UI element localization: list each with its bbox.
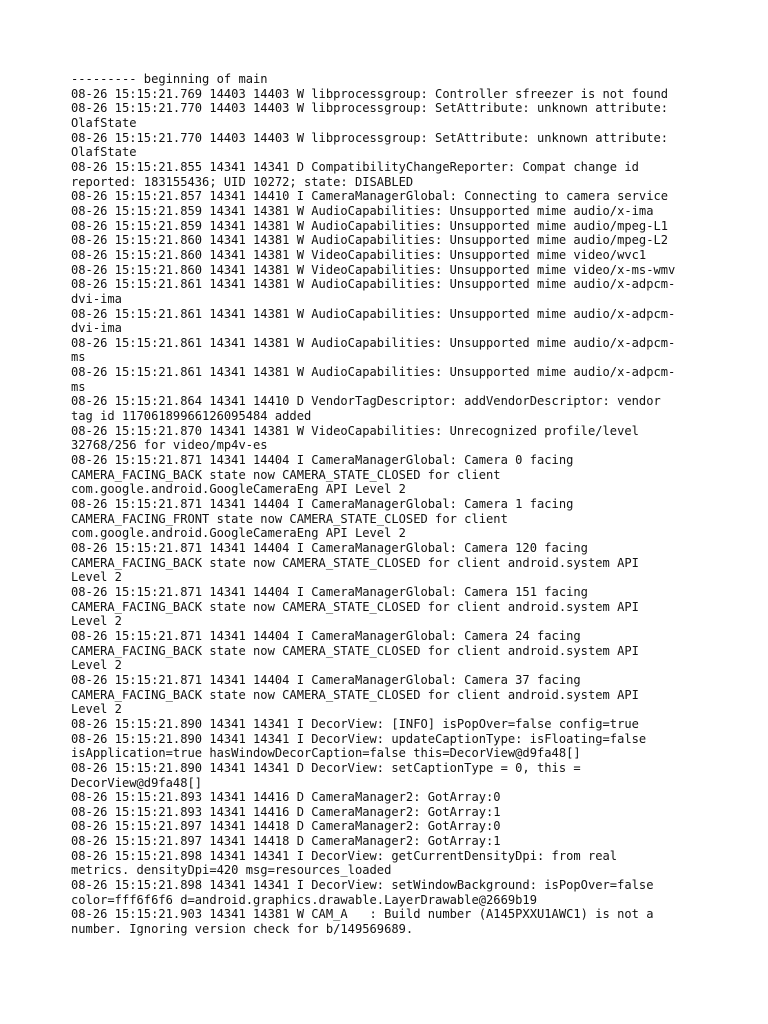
log-line: 08-26 15:15:21.893 14341 14416 D CameraManager2: GotArray:1: [71, 804, 501, 819]
log-line: Level 2: [71, 702, 122, 717]
log-line: 08-26 15:15:21.897 14341 14418 D CameraManager2: GotArray:0: [71, 819, 501, 834]
log-line: 08-26 15:15:21.857 14341 14410 I CameraManagerGlobal: Connecting to camera service: [71, 189, 669, 204]
log-line: 08-26 15:15:21.871 14341 14404 I CameraManagerGlobal: Camera 37 facing: [71, 672, 581, 687]
log-line: com.google.android.GoogleCameraEng API Level 2: [71, 482, 406, 497]
log-line: CAMERA_FACING_BACK state now CAMERA_STATE_CLOSED for client android.system API: [71, 643, 639, 658]
log-line: 08-26 15:15:21.890 14341 14341 D DecorView: setCaptionType = 0, this =: [71, 760, 581, 775]
log-line: 08-26 15:15:21.860 14341 14381 W VideoCapabilities: Unsupported mime video/wvc1: [71, 247, 647, 262]
log-line: OlafState: [71, 115, 137, 130]
log-line: 08-26 15:15:21.864 14341 14410 D VendorTagDescriptor: addVendorDescriptor: vendor: [71, 394, 661, 409]
log-line: 08-26 15:15:21.890 14341 14341 I DecorView: updateCaptionType: isFloating=false: [71, 731, 647, 746]
log-line: 08-26 15:15:21.861 14341 14381 W AudioCapabilities: Unsupported mime audio/x-adpcm-: [71, 277, 676, 292]
log-line: Level 2: [71, 570, 122, 585]
log-line: 08-26 15:15:21.871 14341 14404 I CameraManagerGlobal: Camera 151 facing: [71, 584, 588, 599]
log-line: Level 2: [71, 614, 122, 629]
log-line: reported: 183155436; UID 10272; state: DISABLED: [71, 174, 414, 189]
log-line: 08-26 15:15:21.871 14341 14404 I CameraManagerGlobal: Camera 24 facing: [71, 628, 581, 643]
log-line: OlafState: [71, 145, 137, 160]
log-line: 08-26 15:15:21.855 14341 14341 D CompatibilityChangeReporter: Compat change id: [71, 159, 639, 174]
log-line: 08-26 15:15:21.859 14341 14381 W AudioCapabilities: Unsupported mime audio/mpeg-L1: [71, 218, 669, 233]
log-line: 08-26 15:15:21.898 14341 14341 I DecorView: getCurrentDensityDpi: from real: [71, 848, 618, 863]
log-line: 08-26 15:15:21.903 14341 14381 W CAM_A : Build number (A145PXXU1AWC1) is not a: [71, 907, 654, 922]
log-line: CAMERA_FACING_BACK state now CAMERA_STATE_CLOSED for client android.system API: [71, 687, 639, 702]
log-line: 08-26 15:15:21.860 14341 14381 W AudioCapabilities: Unsupported mime audio/mpeg-L2: [71, 233, 669, 248]
log-line: 32768/256 for video/mp4v-es: [71, 438, 268, 453]
log-line: 08-26 15:15:21.897 14341 14418 D CameraManager2: GotArray:1: [71, 834, 501, 849]
log-line: CAMERA_FACING_BACK state now CAMERA_STATE_CLOSED for client android.system API: [71, 555, 639, 570]
log-line: 08-26 15:15:21.861 14341 14381 W AudioCapabilities: Unsupported mime audio/x-adpcm-: [71, 365, 676, 380]
log-line: 08-26 15:15:21.861 14341 14381 W AudioCapabilities: Unsupported mime audio/x-adpcm-: [71, 306, 676, 321]
log-line: 08-26 15:15:21.893 14341 14416 D CameraManager2: GotArray:0: [71, 790, 501, 805]
log-line: com.google.android.GoogleCameraEng API Level 2: [71, 526, 406, 541]
log-line: 08-26 15:15:21.871 14341 14404 I CameraManagerGlobal: Camera 0 facing: [71, 453, 574, 468]
log-line: 08-26 15:15:21.861 14341 14381 W AudioCapabilities: Unsupported mime audio/x-adpcm-: [71, 335, 676, 350]
log-line: isApplication=true hasWindowDecorCaption=false this=DecorView@d9fa48[]: [71, 746, 581, 761]
log-line: 08-26 15:15:21.898 14341 14341 I DecorView: setWindowBackground: isPopOver=false: [71, 878, 654, 893]
log-line: CAMERA_FACING_BACK state now CAMERA_STATE_CLOSED for client: [71, 467, 501, 482]
log-line: CAMERA_FACING_FRONT state now CAMERA_STATE_CLOSED for client: [71, 511, 508, 526]
log-line: tag id 11706189966126095484 added: [71, 409, 312, 424]
log-line: --------- beginning of main: [71, 72, 268, 86]
log-line: 08-26 15:15:21.871 14341 14404 I CameraManagerGlobal: Camera 120 facing: [71, 541, 588, 555]
log-line: ms: [71, 350, 86, 365]
log-line: 08-26 15:15:21.859 14341 14381 W AudioCapabilities: Unsupported mime audio/x-ima: [71, 203, 654, 218]
log-line: dvi-ima: [71, 321, 122, 336]
log-line: 08-26 15:15:21.770 14403 14403 W libprocessgroup: SetAttribute: unknown attribute:: [71, 101, 669, 116]
log-line: DecorView@d9fa48[]: [71, 775, 203, 790]
log-line: 08-26 15:15:21.871 14341 14404 I CameraManagerGlobal: Camera 1 facing: [71, 497, 574, 512]
log-line: ms: [71, 379, 86, 394]
log-line: 08-26 15:15:21.860 14341 14381 W VideoCapabilities: Unsupported mime video/x-ms-wmv: [71, 262, 676, 277]
log-line: dvi-ima: [71, 291, 122, 306]
log-line: 08-26 15:15:21.769 14403 14403 W libprocessgroup: Controller sfreezer is not found: [71, 86, 669, 101]
log-line: color=fff6f6f6 d=android.graphics.drawable.LayerDrawable@2669b19: [71, 892, 537, 907]
log-line: number. Ignoring version check for b/149569689.: [71, 922, 414, 937]
log-line: CAMERA_FACING_BACK state now CAMERA_STATE_CLOSED for client android.system API: [71, 599, 639, 614]
log-line: 08-26 15:15:21.870 14341 14381 W VideoCapabilities: Unrecognized profile/level: [71, 423, 639, 438]
log-line: 08-26 15:15:21.770 14403 14403 W libprocessgroup: SetAttribute: unknown attribute:: [71, 130, 669, 145]
log-line: 08-26 15:15:21.890 14341 14341 I DecorView: [INFO] isPopOver=false config=true: [71, 716, 639, 731]
log-line: metrics. densityDpi=420 msg=resources_loaded: [71, 863, 392, 878]
log-line: Level 2: [71, 658, 122, 673]
log-text-block: [71, 72, 711, 937]
